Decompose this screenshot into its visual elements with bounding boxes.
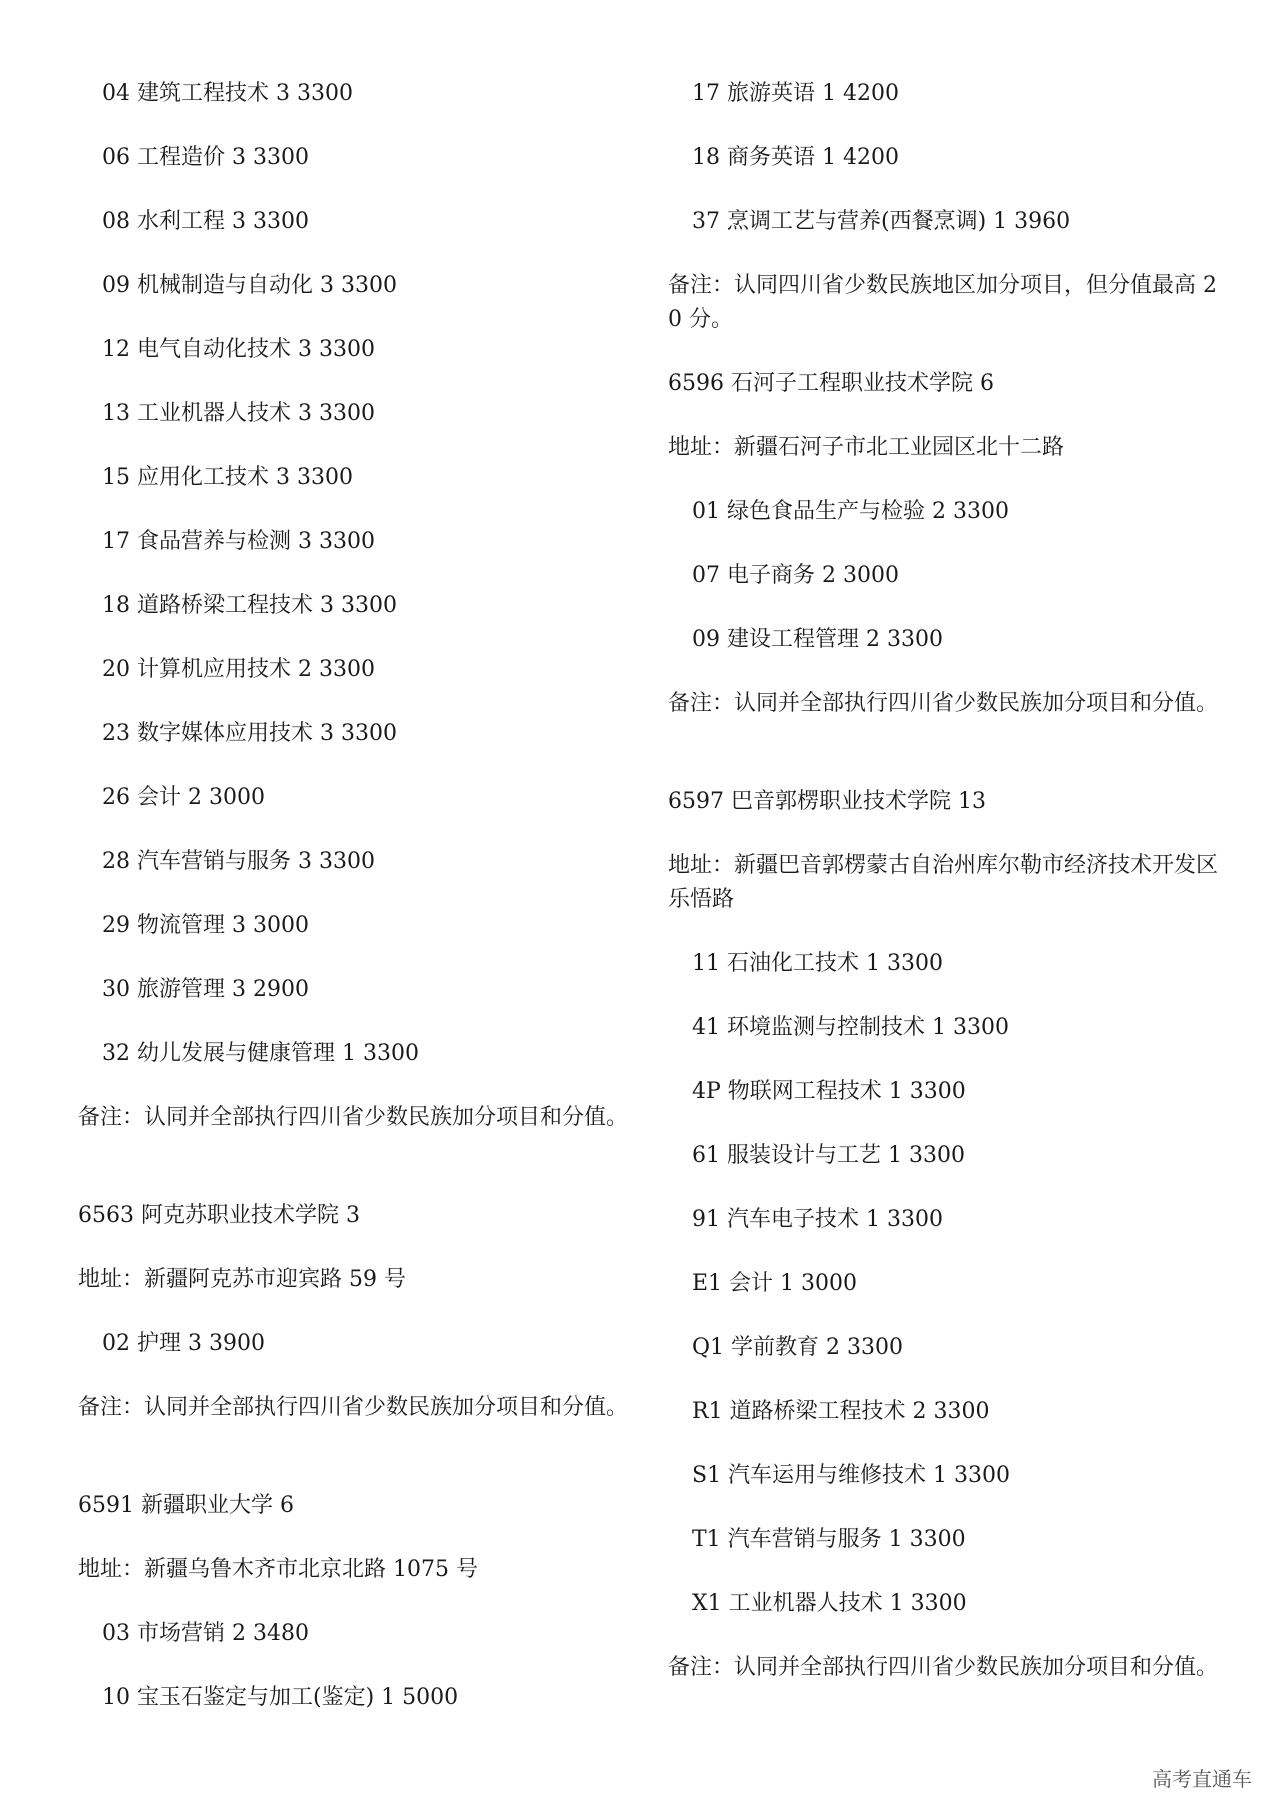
major-entry: 10 宝玉石鉴定与加工(鉴定) 1 5000 (102, 1685, 459, 1710)
major-entry: 20 计算机应用技术 2 3300 (102, 657, 375, 682)
remark-note: 备注：认同四川省少数民族地区加分项目，但分值最高 20 分。 (668, 273, 1217, 332)
major-entry: 29 物流管理 3 3000 (102, 913, 309, 938)
major-entry: 26 会计 2 3000 (102, 785, 265, 810)
major-entry: S1 汽车运用与维修技术 1 3300 (692, 1463, 1011, 1488)
major-entry: 15 应用化工技术 3 3300 (102, 465, 353, 490)
school-address: 地址：新疆乌鲁木齐市北京北路 1075 号 (78, 1557, 478, 1582)
major-entry: 06 工程造价 3 3300 (102, 145, 309, 170)
major-entry: 32 幼儿发展与健康管理 1 3300 (102, 1041, 419, 1066)
major-entry: E1 会计 1 3000 (692, 1271, 858, 1296)
major-entry: 13 工业机器人技术 3 3300 (102, 401, 375, 426)
major-entry: 08 水利工程 3 3300 (102, 209, 309, 234)
major-entry: 17 食品营养与检测 3 3300 (102, 529, 375, 554)
major-entry: 12 电气自动化技术 3 3300 (102, 337, 375, 362)
major-entry: 28 汽车营销与服务 3 3300 (102, 849, 375, 874)
remark-note: 备注：认同并全部执行四川省少数民族加分项目和分值。 (78, 1395, 629, 1420)
major-entry: R1 道路桥梁工程技术 2 3300 (692, 1399, 990, 1424)
major-entry: 91 汽车电子技术 1 3300 (692, 1207, 943, 1232)
major-entry: 23 数字媒体应用技术 3 3300 (102, 721, 397, 746)
school-heading: 6563 阿克苏职业技术学院 3 (78, 1203, 360, 1228)
school-address: 地址：新疆阿克苏市迎宾路 59 号 (78, 1267, 406, 1292)
school-heading: 6597 巴音郭楞职业技术学院 13 (668, 789, 986, 814)
major-entry: 09 机械制造与自动化 3 3300 (102, 273, 397, 298)
remark-note: 备注：认同并全部执行四川省少数民族加分项目和分值。 (668, 691, 1219, 716)
major-entry: 61 服装设计与工艺 1 3300 (692, 1143, 965, 1168)
major-entry: 41 环境监测与控制技术 1 3300 (692, 1015, 1009, 1040)
remark-note: 备注：认同并全部执行四川省少数民族加分项目和分值。 (668, 1655, 1219, 1680)
major-entry: 11 石油化工技术 1 3300 (692, 951, 943, 976)
major-entry: Q1 学前教育 2 3300 (692, 1335, 903, 1360)
major-entry: 07 电子商务 2 3000 (692, 563, 899, 588)
major-entry: 37 烹调工艺与营养(西餐烹调) 1 3960 (692, 209, 1071, 234)
major-entry: 01 绿色食品生产与检验 2 3300 (692, 499, 1009, 524)
school-heading: 6591 新疆职业大学 6 (78, 1493, 294, 1518)
school-address: 地址：新疆巴音郭楞蒙古自治州库尔勒市经济技术开发区乐悟路 (668, 853, 1219, 912)
watermark-text: 高考直通车 (1152, 1767, 1252, 1791)
school-heading: 6596 石河子工程职业技术学院 6 (668, 371, 994, 396)
major-entry: 09 建设工程管理 2 3300 (692, 627, 943, 652)
major-entry: 02 护理 3 3900 (102, 1331, 265, 1356)
major-entry: 04 建筑工程技术 3 3300 (102, 81, 353, 106)
major-entry: 18 商务英语 1 4200 (692, 145, 899, 170)
major-entry: 17 旅游英语 1 4200 (692, 81, 899, 106)
major-entry: 03 市场营销 2 3480 (102, 1621, 309, 1646)
school-address: 地址：新疆石河子市北工业园区北十二路 (668, 435, 1065, 460)
major-entry: T1 汽车营销与服务 1 3300 (692, 1527, 966, 1552)
major-entry: X1 工业机器人技术 1 3300 (692, 1591, 967, 1616)
major-entry: 4P 物联网工程技术 1 3300 (692, 1079, 966, 1104)
major-entry: 18 道路桥梁工程技术 3 3300 (102, 593, 397, 618)
major-entry: 30 旅游管理 3 2900 (102, 977, 309, 1002)
remark-note: 备注：认同并全部执行四川省少数民族加分项目和分值。 (78, 1105, 629, 1130)
